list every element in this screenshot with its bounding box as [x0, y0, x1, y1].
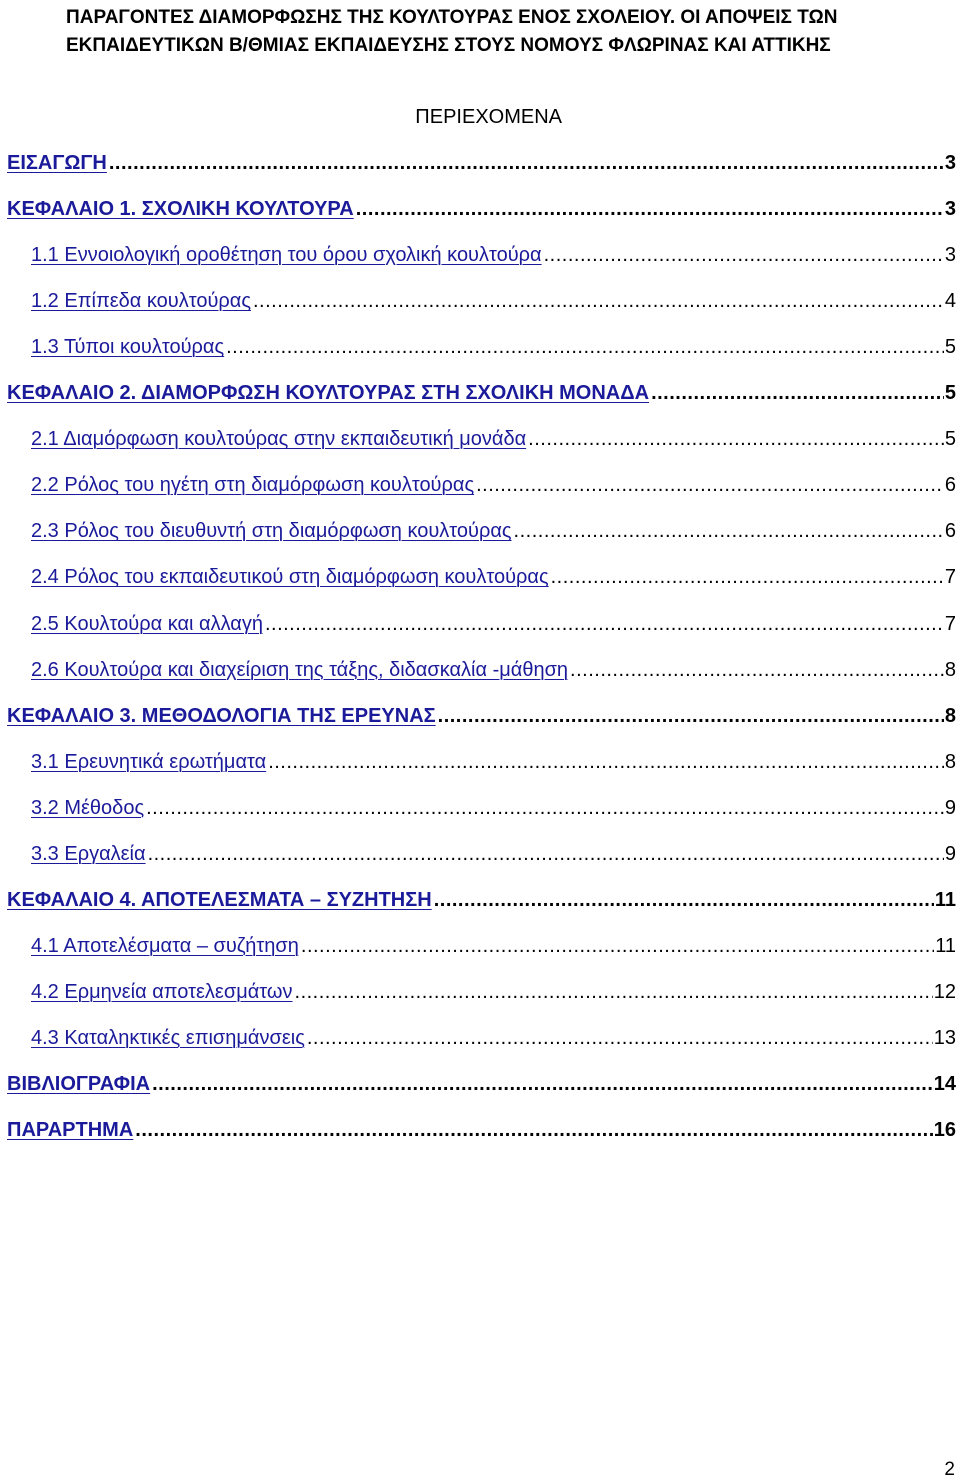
- toc-entry-link[interactable]: 3.3 Εργαλεία: [31, 842, 146, 865]
- toc-page-number: 7: [944, 612, 956, 635]
- toc-entry[interactable]: [31, 981, 956, 1009]
- toc-entry[interactable]: [31, 613, 956, 641]
- toc-entry-link[interactable]: 4.3 Καταληκτικές επισημάνσεις: [31, 1026, 305, 1049]
- toc-entry[interactable]: [31, 336, 956, 364]
- toc-entry-link[interactable]: 1.3 Τύποι κουλτούρας: [31, 336, 225, 359]
- toc-entry[interactable]: [31, 474, 956, 502]
- toc-entry-link[interactable]: 4.2 Ερμηνεία αποτελεσμάτων: [31, 980, 293, 1003]
- toc-entry[interactable]: [31, 566, 956, 594]
- document-title-line-2: ΕΚΠΑΙΔΕΥΤΙΚΩΝ Β/ΘΜΙΑΣ ΕΚΠΑΙΔΕΥΣΗΣ ΣΤΟΥΣ ΝΟΜΟΥΣ ΦΛΩΡΙΝΑΣ ΚΑΙ ΑΤΤΙΚΗΣ: [66, 35, 831, 56]
- toc-dot-leader: [434, 889, 934, 912]
- toc-entry[interactable]: [31, 935, 956, 963]
- toc-dot-leader: [544, 244, 944, 267]
- toc-entry[interactable]: [31, 244, 956, 272]
- toc-entry-link[interactable]: 2.1 Διαμόρφωση κουλτούρας στην εκπαιδευτική μονάδα: [31, 428, 527, 451]
- toc-dot-leader: [152, 1073, 933, 1096]
- toc-dot-leader: [551, 566, 944, 589]
- toc-page-number: 9: [944, 796, 956, 819]
- toc-heading: ΠΕΡΙΕΧΟΜΕΝΑ: [415, 106, 562, 128]
- toc-entry-link[interactable]: 2.6 Κουλτούρα και διαχείριση της τάξης, διδασκαλία -μάθηση: [31, 658, 569, 681]
- toc-dot-leader: [514, 520, 944, 543]
- toc-page-number: 8: [944, 658, 956, 681]
- toc-page-number: 7: [944, 566, 956, 589]
- document-title-line-1: ΠΑΡΑΓΟΝΤΕΣ ΔΙΑΜΟΡΦΩΣΗΣ ΤΗΣ ΚΟΥΛΤΟΥΡΑΣ ΕΝΟΣ ΣΧΟΛΕΙΟΥ. ΟΙ ΑΠΟΨΕΙΣ ΤΩΝ: [66, 7, 838, 28]
- toc-entry[interactable]: [31, 290, 956, 318]
- toc-entry-link[interactable]: 2.4 Ρόλος του εκπαιδευτικού στη διαμόρφωση κουλτούρας: [31, 566, 549, 589]
- toc-entry-link[interactable]: ΠΑΡΑΡΤΗΜΑ: [7, 1119, 134, 1142]
- toc-entry[interactable]: [31, 659, 956, 687]
- toc-page-number: 6: [944, 474, 956, 497]
- toc-dot-leader: [570, 659, 944, 682]
- toc-page-number: 5: [944, 428, 956, 451]
- toc-page-number: 3: [944, 244, 956, 267]
- toc-page-number: 8: [944, 750, 956, 773]
- toc-entry-link[interactable]: 1.2 Επίπεδα κουλτούρας: [31, 290, 251, 313]
- toc-entry-link[interactable]: 4.1 Αποτελέσματα – συζήτηση: [31, 934, 299, 957]
- toc-entry[interactable]: [31, 1027, 956, 1055]
- toc-page-number: 3: [944, 152, 956, 174]
- toc-entry-link[interactable]: ΚΕΦΑΛΑΙΟ 4. ΑΠΟΤΕΛΕΣΜΑΤΑ – ΣΥΖΗΤΗΣΗ: [7, 888, 432, 911]
- toc-dot-leader: [253, 290, 944, 313]
- toc-page-number: 14: [933, 1073, 956, 1095]
- toc-dot-leader: [146, 797, 944, 820]
- toc-page-number: 5: [944, 382, 956, 405]
- toc-entry-link[interactable]: ΚΕΦΑΛΑΙΟ 2. ΔΙΑΜΟΡΦΩΣΗ ΚΟΥΛΤΟΥΡΑΣ ΣΤΗ ΣΧΟΛΙΚΗ ΜΟΝΑΔΑ: [7, 382, 650, 405]
- toc-entry-link[interactable]: ΕΙΣΑΓΩΓΗ: [7, 152, 107, 174]
- toc-entry[interactable]: [31, 797, 956, 825]
- toc-dot-leader: [528, 428, 944, 451]
- toc-dot-leader: [109, 152, 944, 175]
- toc-entry[interactable]: [7, 705, 956, 733]
- toc-entry-link[interactable]: 2.5 Κουλτούρα και αλλαγή: [31, 612, 263, 635]
- toc-page-number: 4: [944, 290, 956, 313]
- toc-entry[interactable]: [31, 520, 956, 548]
- toc-page-number: 13: [933, 1026, 956, 1049]
- page-number: 2: [944, 1459, 955, 1480]
- toc-dot-leader: [651, 382, 944, 405]
- toc-entry[interactable]: [31, 751, 956, 779]
- toc-entry[interactable]: [31, 428, 956, 456]
- toc-entry-link[interactable]: 2.3 Ρόλος του διευθυντή στη διαμόρφωση κουλτούρας: [31, 520, 512, 543]
- toc-entry[interactable]: [7, 382, 956, 410]
- toc-page-number: 9: [944, 842, 956, 865]
- toc-entry[interactable]: [7, 889, 956, 917]
- toc-dot-leader: [356, 198, 944, 221]
- toc-dot-leader: [148, 843, 944, 866]
- toc-entry[interactable]: [7, 1119, 956, 1147]
- toc-entry-link[interactable]: 2.2 Ρόλος του ηγέτη στη διαμόρφωση κουλτούρας: [31, 474, 475, 497]
- toc-page-number: 12: [933, 980, 956, 1003]
- toc-dot-leader: [226, 336, 944, 359]
- toc-dot-leader: [295, 981, 933, 1004]
- toc-entry[interactable]: [7, 198, 956, 226]
- toc-dot-leader: [301, 935, 934, 958]
- toc-entry-link[interactable]: ΚΕΦΑΛΑΙΟ 3. ΜΕΘΟΔΟΛΟΓΙΑ ΤΗΣ ΕΡΕΥΝΑΣ: [7, 704, 436, 727]
- toc-page-number: 5: [944, 336, 956, 359]
- toc-entry-link[interactable]: 3.2 Μέθοδος: [31, 796, 145, 819]
- toc-entry-link[interactable]: 3.1 Ερευνητικά ερωτήματα: [31, 750, 267, 773]
- toc-entry[interactable]: [31, 843, 956, 871]
- toc-dot-leader: [265, 613, 944, 636]
- toc-page-number: 11: [935, 934, 956, 957]
- toc-entry-link[interactable]: ΚΕΦΑΛΑΙΟ 1. ΣΧΟΛΙΚΗ ΚΟΥΛΤΟΥΡΑ: [7, 198, 354, 221]
- toc-page-number: 8: [944, 704, 956, 727]
- toc-dot-leader: [476, 474, 944, 497]
- toc-entry-link[interactable]: 1.1 Εννοιολογική οροθέτηση του όρου σχολική κουλτούρα: [31, 244, 542, 267]
- toc-entry-link[interactable]: ΒΙΒΛΙΟΓΡΑΦΙΑ: [7, 1073, 151, 1095]
- toc-entry[interactable]: [7, 1073, 956, 1101]
- toc-page-number: 16: [933, 1119, 956, 1142]
- toc-page-number: 6: [944, 520, 956, 543]
- toc-dot-leader: [307, 1027, 933, 1050]
- toc-page-number: 11: [934, 888, 956, 911]
- toc-dot-leader: [268, 751, 944, 774]
- toc-dot-leader: [438, 705, 944, 728]
- document-title: [66, 4, 946, 60]
- toc-page-number: 3: [944, 198, 956, 221]
- toc-entry[interactable]: [7, 152, 956, 180]
- toc-dot-leader: [135, 1119, 932, 1142]
